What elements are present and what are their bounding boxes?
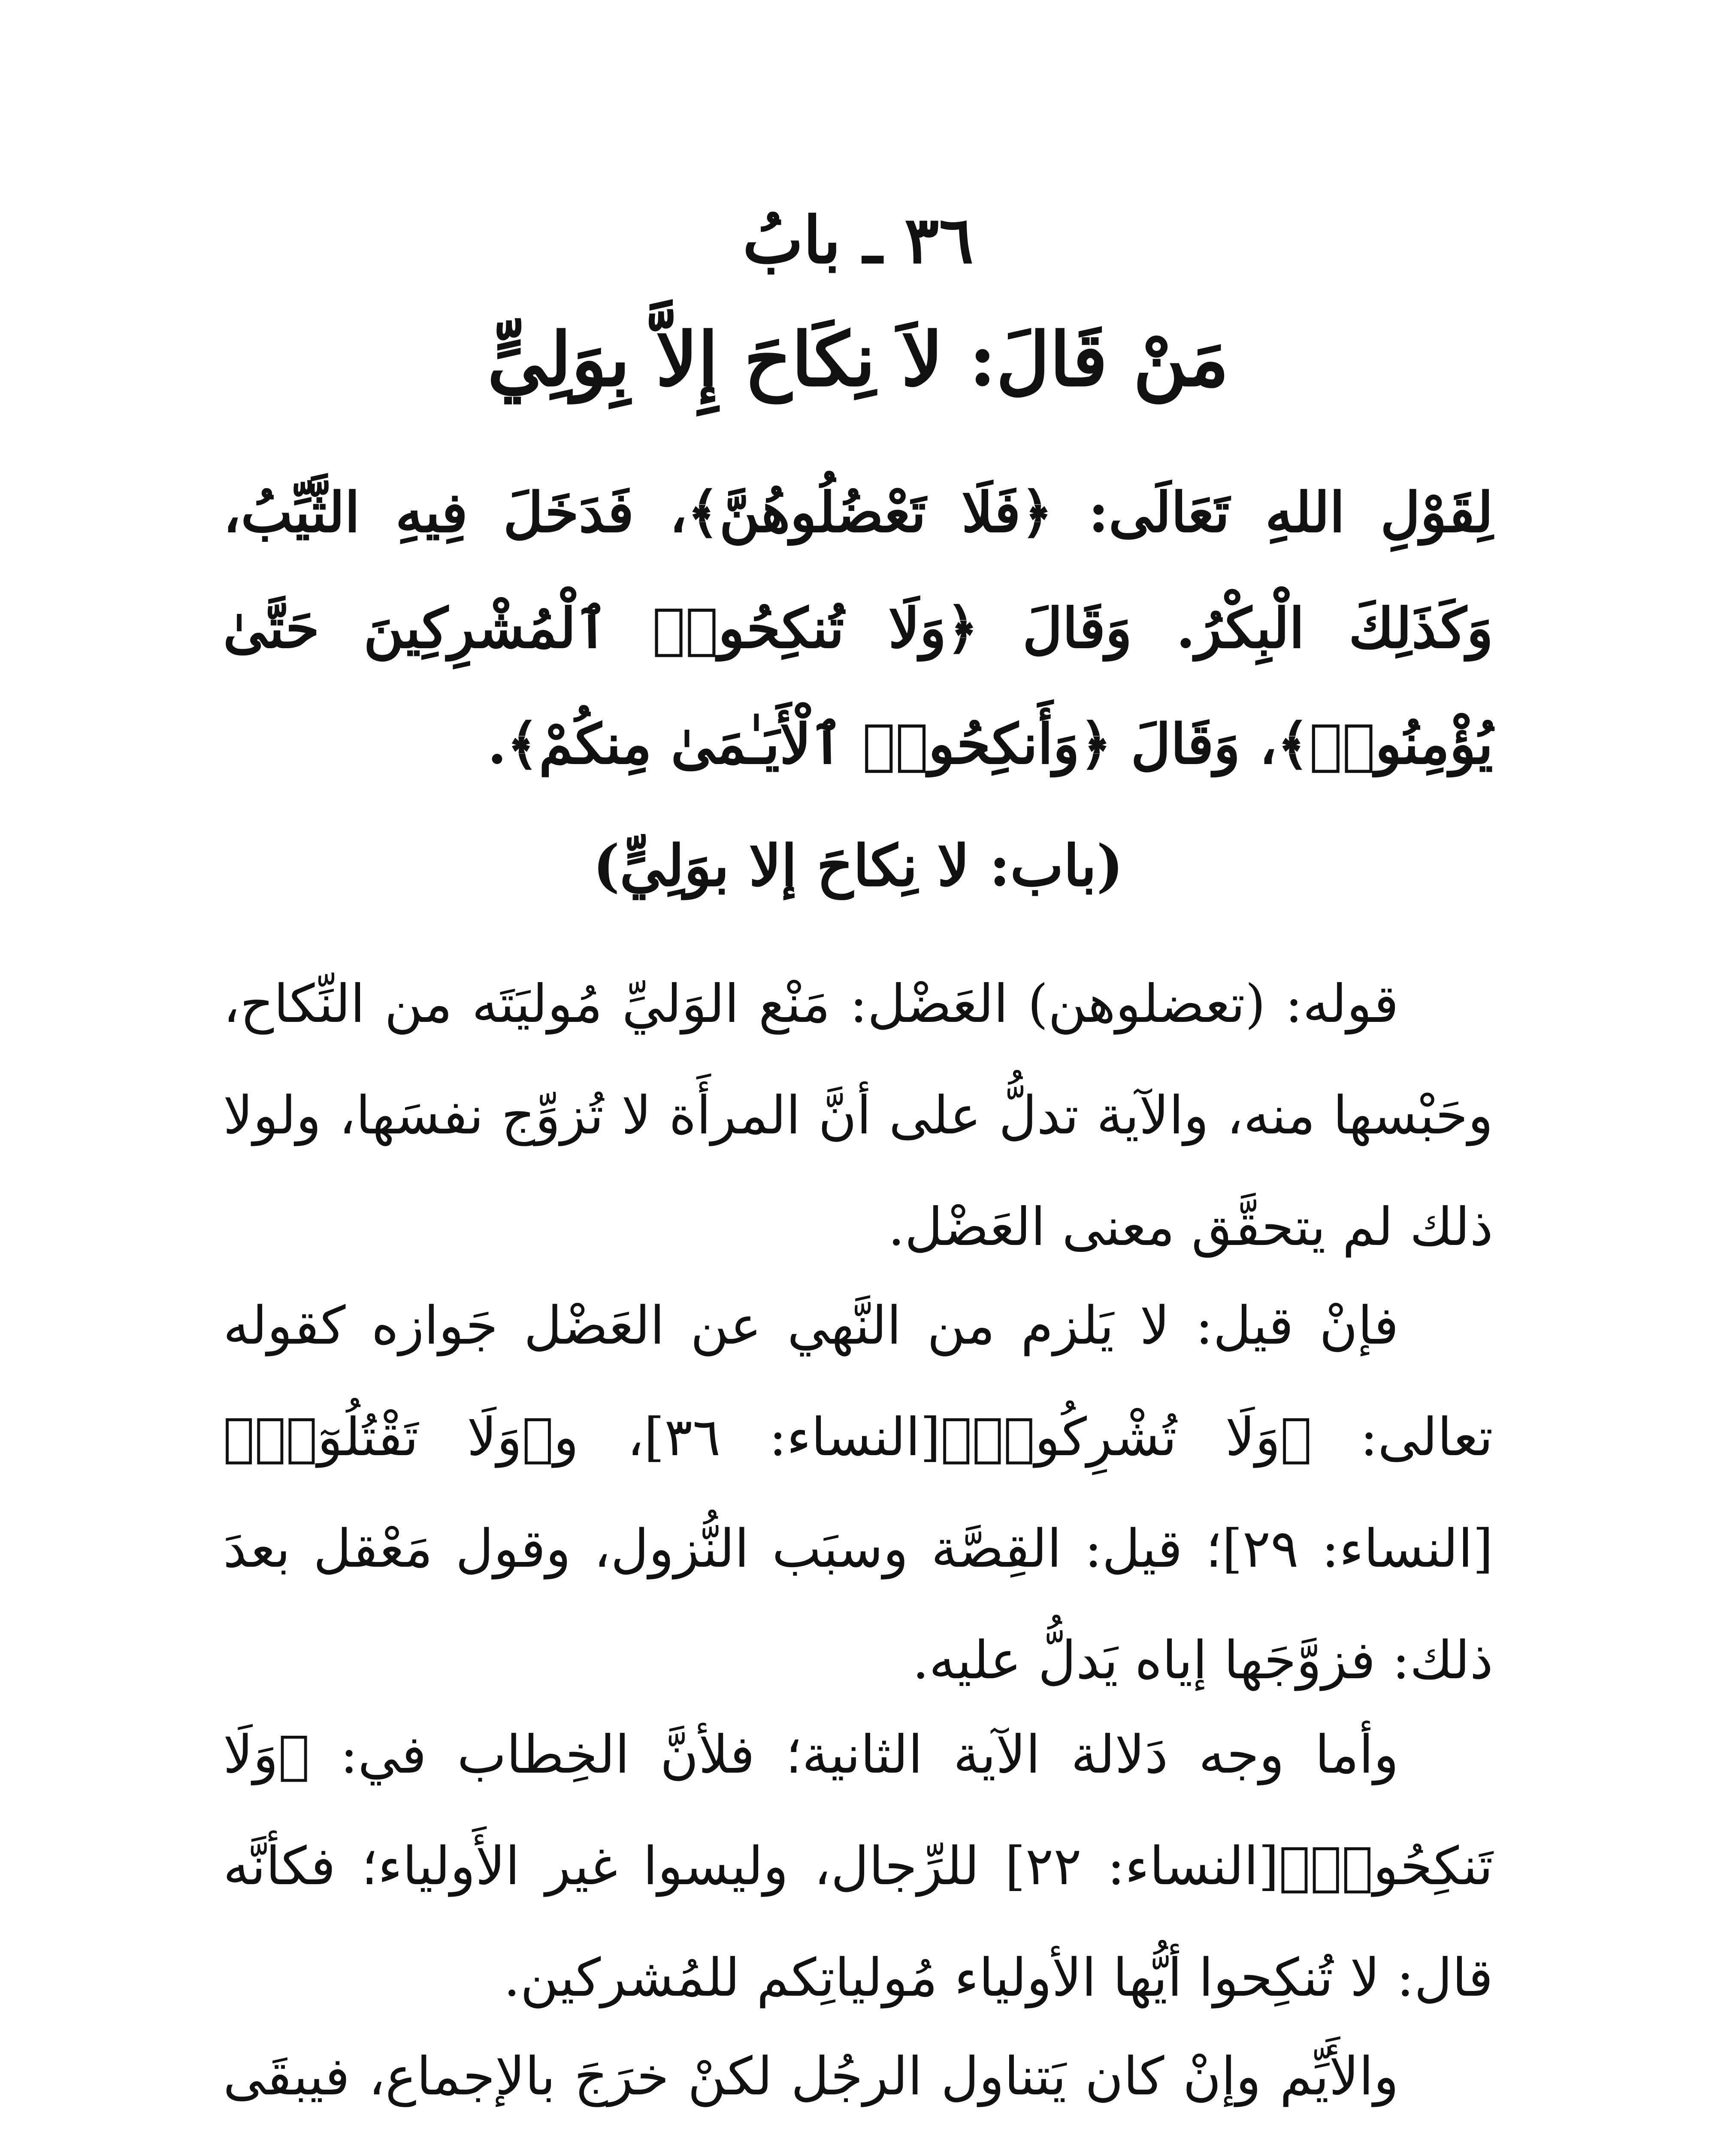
page-content [223, 0, 1493, 2145]
chapter-number: ٣٦ ـ بابُ [742, 202, 974, 278]
hadith-text: لِقَوْلِ اللهِ تَعَالَى: ﴿فَلَا تَعْضُلُوهُنَّ﴾، فَدَخَلَ فِيهِ الثَّيِّبُ، وَكَذَلِكَ الْبِكْرُ. وَقَالَ ﴿وَلَا تُنكِحُوا۟ ٱلْمُشْرِكِينَ حَتَّىٰ يُؤْمِنُوا۟﴾، وَقَالَ ﴿وَأَنكِحُوا۟ ٱلْأَيَـٰمَىٰ مِنكُمْ﴾. [223, 480, 1493, 776]
paragraph: قوله: (تعضلوهن) العَضْل: مَنْع الوَليِّ مُوليَتَه من النِّكاح، وحَبْسها منه، والآية تدلُّ على أنَّ المرأَة لا تُزوِّج نفسَها، ولولا ذلك لم يتحقَّق معنى العَضْل. [223, 973, 1493, 1257]
chapter-title: مَنْ قَالَ: لاَ نِكَاحَ إِلاَّ بِوَلِيٍّ [487, 316, 1229, 403]
paragraph: والأَيِّم وإنْ كان يَتناول الرجُل لكنْ خرَجَ بالإجماع، فيبقَى [223, 2046, 1399, 2107]
paragraph: وأما وجه دَلالة الآية الثانية؛ فلأنَّ الخِطاب في: ﴿وَلَا تَنكِحُوا۟﴾[النساء: ٢٢] للرِّجال، وليسوا غير الأَولياء؛ فكأنَّه قال: لا تُنكِحوا أيُّها الأولياء مُولياتِكم للمُشركين. [223, 1724, 1493, 2008]
sub-heading: (باب: لا نِكاحَ إلا بوَلِيٍّ) [593, 833, 1124, 899]
paragraph: فإنْ قيل: لا يَلزم من النَّهي عن العَضْل جَوازه كقوله تعالى: ﴿وَلَا تُشْرِكُوا۟﴾[النساء: ٣٦]، و﴿وَلَا تَقْتُلُوٓا۟﴾[النساء: ٢٩]؛ قيل: القِصَّة وسبَب النُّزول، وقول مَعْقل بعدَ ذلك: فزوَّجَها إياه يَدلُّ عليه. [223, 1295, 1493, 1691]
